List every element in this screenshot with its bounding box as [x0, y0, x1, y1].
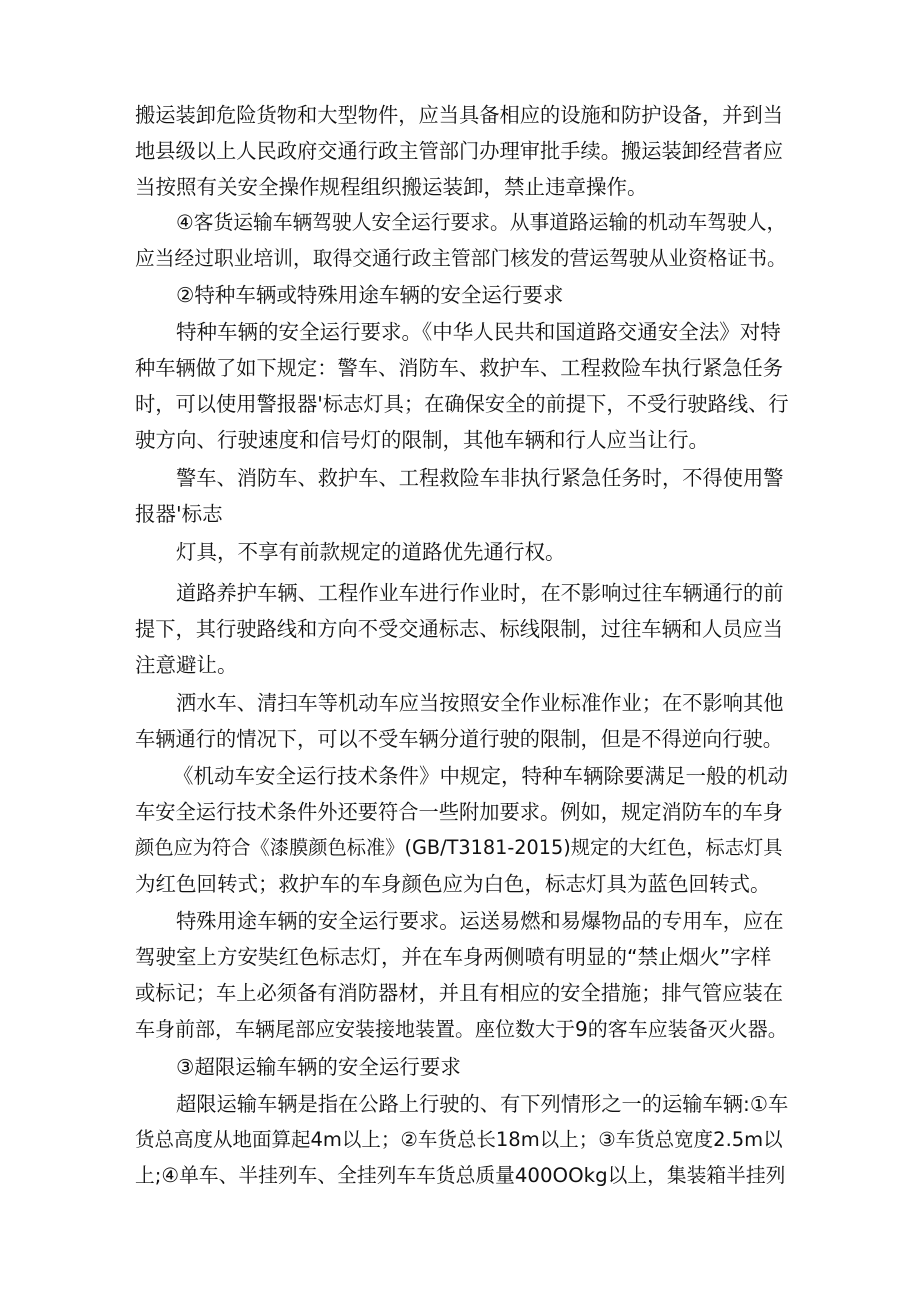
text-line: 车身前部，车辆尾部应安装接地装置。座位数大于9的客车应装备灭火器。	[135, 1017, 788, 1041]
text-line: 地县级以上人民政府交通行政主管部门办理审批手续。搬运装卸经营者应	[135, 139, 784, 163]
paragraph-loading-dangerous-goods	[135, 97, 790, 205]
paragraph-maintenance-vehicles	[135, 575, 790, 683]
text-line: 驶方向、行驶速度和信号灯的限制，其他车辆和行人应当让行。	[135, 428, 709, 452]
text-line: 种车辆做了如下规定：警车、消防车、救护车、工程救险车执行紧急任务	[135, 356, 784, 380]
text-line: 《机动车安全运行技术条件》中规定，特种车辆除要满足一般的机动	[173, 764, 788, 788]
paragraph-oversize-definition	[135, 1086, 790, 1194]
text-line: 货总高度从地面算起4m以上；②车货总长18m以上；③车货总宽度2.5m以	[135, 1128, 783, 1151]
text-line: 车安全运行技术条件外还要符合一些附加要求。例如，规定消防车的车身	[135, 800, 784, 824]
text-line: 或标记；车上必须备有消防器材，并且有相应的安全措施；排气管应装在	[135, 981, 784, 1005]
text-line: 道路养护车辆、工程作业车进行作业时，在不影响过往车辆通行的前	[176, 581, 784, 605]
text-line: 颜色应为符合《漆膜颜色标准》(GB/T3181-2015)规定的大红色，标志灯具	[135, 836, 783, 859]
paragraph-special-purpose-vehicles	[135, 903, 790, 1047]
text-line: 超限运输车辆是指在公路上行驶的、有下列情形之一的运输车辆:①车	[176, 1092, 789, 1116]
text-line: ②特种车辆或特殊用途车辆的安全运行要求	[176, 283, 564, 307]
text-line: 上;④单车、半挂列车、全挂列车车货总质量400OOkg以上，集装箱半挂列	[135, 1164, 786, 1187]
text-line: 时，可以使用警报器'标志灯具；在确保安全的前提下，不受行驶路线、行	[135, 392, 789, 416]
paragraph-special-vehicle-rules	[135, 314, 790, 458]
text-line: 车辆通行的情况下，可以不受车辆分道行驶的限制，但是不得逆向行驶。	[135, 727, 784, 751]
text-line: 洒水车、清扫车等机动车应当按照安全作业标准作业；在不影响其他	[176, 691, 784, 715]
text-line: 搬运装卸危险货物和大型物件，应当具备相应的设施和防护设备，并到当	[135, 103, 784, 127]
text-line: 提下，其行驶路线和方向不受交通标志、标线限制，过往车辆和人员应当	[135, 617, 784, 641]
text-line: 应当经过职业培训，取得交通行政主管部门核发的营运驾驶从业资格证书。	[135, 247, 787, 270]
text-line: 报器'标志	[135, 502, 223, 526]
paragraph-technical-conditions	[135, 758, 790, 902]
section-heading-oversize-transport	[135, 1049, 790, 1085]
text-line: 特殊用途车辆的安全运行要求。运送易燃和易爆物品的专用车，应在	[176, 909, 784, 933]
text-line: 警车、消防车、救护车、工程救险车非执行紧急任务时，不得使用警	[176, 466, 784, 490]
text-line: ③超限运输车辆的安全运行要求	[176, 1055, 461, 1079]
paragraph-no-priority	[135, 534, 790, 570]
text-line: 为红色回转式；救护车的车身颜色应为白色，标志灯具为蓝色回转式。	[135, 872, 771, 896]
paragraph-non-emergency	[135, 460, 790, 532]
text-line: 灯具，不享有前款规定的道路优先通行权。	[176, 540, 566, 564]
text-line: 当按照有关安全操作规程组织搬运装卸，禁止违章操作。	[135, 175, 648, 199]
text-line: 特种车辆的安全运行要求。《中华人民共和国道路交通安全法》对特	[176, 320, 781, 344]
section-heading-special-vehicles	[135, 277, 790, 313]
text-line: 驾驶室上方安奘红色标志灯，并在车身两侧喷有明显的“禁止烟火”字样	[135, 945, 772, 969]
paragraph-sprinkler-vehicles	[135, 685, 790, 757]
text-line: ④客货运输车辆驾驶人安全运行要求。从事道路运输的机动车驾驶人，	[176, 211, 787, 234]
text-line: 注意避让。	[135, 653, 238, 677]
paragraph-driver-requirements	[135, 205, 790, 277]
